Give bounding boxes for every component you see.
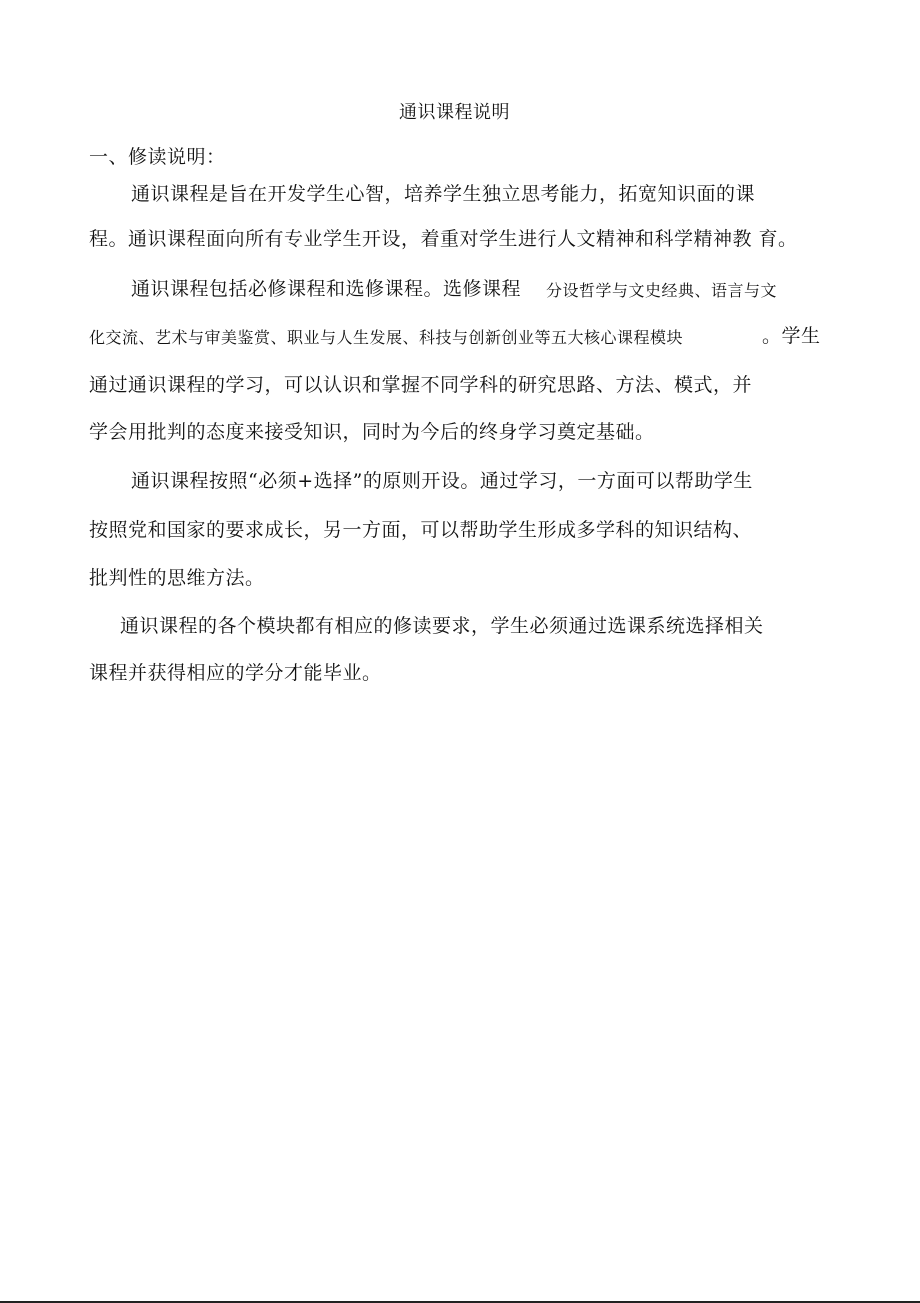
paragraph-2-line-2b: 。学生 <box>762 325 821 347</box>
paragraph-2-line-3: 通过通识课程的学习，可以认识和掌握不同学科的研究思路、方法、模式，并 <box>89 374 753 396</box>
document-title: 通识课程说明 <box>399 102 510 123</box>
paragraph-4-line-1: 通识课程的各个模块都有相应的修读要求，学生必须通过选课系统选择相关 <box>120 615 764 637</box>
section-heading: 一、修读说明： <box>89 146 226 168</box>
paragraph-3-line-2: 按照党和国家的要求成长，另一方面，可以帮助学生形成多学科的知识结构、 <box>89 519 753 541</box>
paragraph-4-line-2: 课程并获得相应的学分才能毕业。 <box>89 662 382 684</box>
paragraph-1-line-1: 通识课程是旨在开发学生心智，培养学生独立思考能力，拓宽知识面的课 <box>131 183 756 205</box>
paragraph-2-line-2a: 化交流、艺术与审美鉴赏、职业与人生发展、科技与创新创业等五大核心课程模块 <box>89 328 684 347</box>
paragraph-2-line-4: 学会用批判的态度来接受知识，同时为今后的终身学习奠定基础。 <box>89 421 655 443</box>
paragraph-1-line-2: 程。通识课程面向所有专业学生开设，着重对学生进行人文精神和科学精神教 育。 <box>89 228 798 250</box>
paragraph-3-line-1: 通识课程按照“必须+选择”的原则开设。通过学习，一方面可以帮助学生 <box>131 470 753 492</box>
paragraph-3-line-3: 批判性的思维方法。 <box>89 567 265 589</box>
paragraph-2-line-1a: 通识课程包括必修课程和选修课程。选修课程 <box>131 278 522 300</box>
paragraph-2-line-1b: 分设哲学与文史经典、语言与文 <box>546 281 778 300</box>
